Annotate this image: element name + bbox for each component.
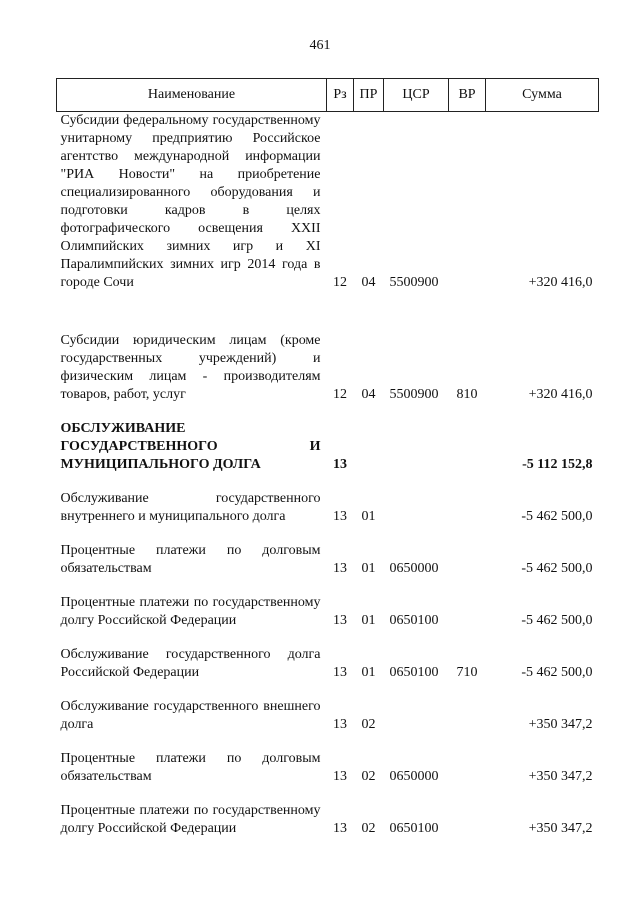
row-csr xyxy=(384,682,449,734)
header-pr: ПР xyxy=(354,79,384,112)
row-vr xyxy=(449,404,486,474)
row-sum: -5 112 152,8 xyxy=(522,457,593,472)
row-name: Обслуживание государственного внешнего долга xyxy=(60,699,321,732)
row-sum: -5 462 500,0 xyxy=(521,665,593,680)
row-vr xyxy=(449,112,486,293)
row-vr: 710 xyxy=(456,665,478,680)
row-vr: 810 xyxy=(456,387,478,402)
row-pr: 01 xyxy=(361,665,376,680)
row-name: Процентные платежи по государственному долгу Российской Федерации xyxy=(60,803,321,836)
row-rz: 12 xyxy=(333,275,347,290)
row-pr: 01 xyxy=(361,613,376,628)
table-row xyxy=(57,526,599,578)
table-row xyxy=(57,630,599,682)
page-number: 461 xyxy=(309,38,331,53)
header-name: Наименование xyxy=(57,79,327,112)
section-row xyxy=(57,404,599,474)
row-vr xyxy=(449,526,486,578)
row-pr: 02 xyxy=(361,717,376,732)
row-csr: 0650000 xyxy=(389,561,439,576)
row-rz: 13 xyxy=(333,561,347,576)
table-row xyxy=(57,578,599,630)
row-pr: 01 xyxy=(361,509,376,524)
row-vr xyxy=(449,734,486,786)
row-csr: 0650100 xyxy=(389,613,439,628)
row-name: Субсидии федеральному государственному унитарному предприятию Российское агентство международной информации "РИА Новости" на приобретение специализированного оборудования и подготовки кадров в целях фотографического освещения XXII Олимпийских зимних игр и XI Паралимпийских зимних игр 2014 года в городе Сочи xyxy=(60,113,321,290)
row-sum: -5 462 500,0 xyxy=(521,561,593,576)
row-vr xyxy=(449,682,486,734)
row-csr xyxy=(384,474,449,526)
row-name: Процентные платежи по долговым обязательствам xyxy=(60,751,321,784)
row-name: Процентные платежи по долговым обязательствам xyxy=(60,543,321,576)
row-rz: 13 xyxy=(333,769,347,784)
row-rz: 12 xyxy=(333,387,347,402)
table-row xyxy=(57,786,599,838)
row-pr xyxy=(354,404,384,474)
row-sum: +350 347,2 xyxy=(528,821,593,836)
row-pr: 04 xyxy=(361,275,376,290)
table-row xyxy=(57,112,599,293)
row-pr: 04 xyxy=(361,387,376,402)
row-csr: 0650100 xyxy=(389,665,439,680)
row-csr: 5500900 xyxy=(389,387,439,402)
header-csr: ЦСР xyxy=(384,79,449,112)
row-pr: 02 xyxy=(361,769,376,784)
row-sum: +350 347,2 xyxy=(528,717,593,732)
row-sum: +320 416,0 xyxy=(528,275,593,290)
row-name: Обслуживание государственного внутреннего и муниципального долга xyxy=(60,491,321,524)
row-vr xyxy=(449,786,486,838)
row-sum: +320 416,0 xyxy=(528,387,593,402)
row-csr: 5500900 xyxy=(389,275,439,290)
row-csr xyxy=(384,404,449,474)
row-name: ОБСЛУЖИВАНИЕ ГОСУДАРСТВЕННОГО И МУНИЦИПАЛЬНОГО ДОЛГА xyxy=(60,421,321,472)
row-sum: +350 347,2 xyxy=(528,769,593,784)
row-name: Процентные платежи по государственному долгу Российской Федерации xyxy=(60,595,321,628)
budget-table xyxy=(56,78,599,838)
row-rz: 13 xyxy=(333,821,347,836)
row-rz: 13 xyxy=(333,457,347,472)
header-vr: ВР xyxy=(449,79,486,112)
table-header-row xyxy=(57,79,599,112)
row-vr xyxy=(449,474,486,526)
row-csr: 0650000 xyxy=(389,769,439,784)
row-pr: 02 xyxy=(361,821,376,836)
row-csr: 0650100 xyxy=(389,821,439,836)
row-rz: 13 xyxy=(333,613,347,628)
row-rz: 13 xyxy=(333,509,347,524)
row-pr: 01 xyxy=(361,561,376,576)
row-sum: -5 462 500,0 xyxy=(521,509,593,524)
table-row xyxy=(57,682,599,734)
header-rz: Рз xyxy=(327,79,354,112)
header-sum: Сумма xyxy=(486,79,599,112)
row-vr xyxy=(449,578,486,630)
table-row xyxy=(57,292,599,404)
row-name: Обслуживание государственного долга Российской Федерации xyxy=(60,647,321,680)
row-rz: 13 xyxy=(333,717,347,732)
row-rz: 13 xyxy=(333,665,347,680)
table-row xyxy=(57,734,599,786)
row-sum: -5 462 500,0 xyxy=(521,613,593,628)
row-name: Субсидии юридическим лицам (кроме государственных учреждений) и физическим лицам - производителям товаров, работ, услуг xyxy=(60,333,321,402)
table-row xyxy=(57,474,599,526)
